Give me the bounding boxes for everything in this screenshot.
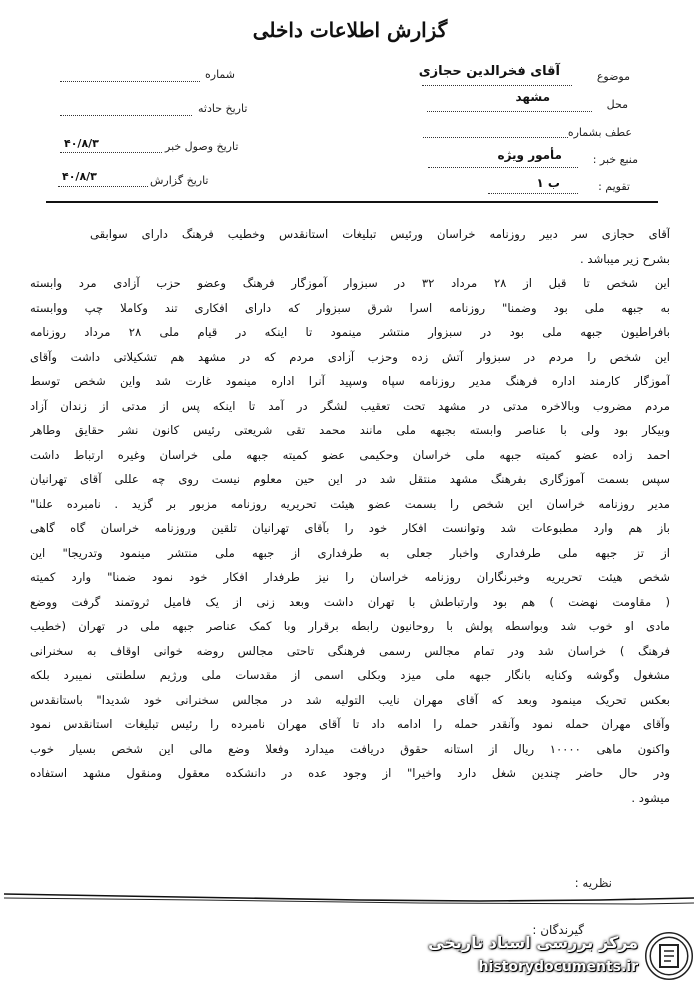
subject-value: آقای فخرالدین حجازی: [418, 64, 560, 79]
source-label: منبع خبر :: [592, 153, 638, 166]
body-line: مردم مضروب وبالاخره مدتی در مشهد تحت تعقیب لشگر در آمد تا اینکه پس از مدتی از زندان آزاد: [30, 398, 670, 413]
subject-label: موضوع: [596, 70, 630, 83]
place-dots: [427, 110, 592, 112]
source-dots: [428, 166, 578, 168]
body-line: این شخص تا قبل از ۲۸ مرداد ۳۲ در سبزوار آموزگار فرهنگ وعضو حزب آزادی مرد وابسته: [30, 276, 670, 290]
body-line: از تز جبهه ملی طرفداری واخبار جعلی به طرفداری از جبهه ملی منتشر مینمود وتدریجا" این: [30, 545, 670, 560]
body-line: ( مقاومت نهضت ) هم بود وارتباطش با تهران داشت وبعد زنی از یک فامیل ثروتمند گرفت ووضع: [30, 594, 670, 609]
body-line: باز هم وارد مطبوعات شد وتوانست افکار خود را بآقای تهرانیان تلقین وروزنامه خراسان گاه گاهی: [30, 521, 670, 535]
document-title: گزارش اطلاعات داخلی: [252, 18, 448, 42]
body-line: احمد زاده عضو کمیته جبهه ملی خراسان وحکیمی عضو کمیته جبهه ملی خراسان وغیره ارتباط داشت: [30, 447, 670, 462]
recipients-label: گیرندگان :: [532, 923, 584, 937]
opinion-label: نظریه :: [574, 876, 612, 890]
body-line: به جبهه ملی بود وضمنا" روزنامه اسرا شرق سبزوار که دارای افکاری تند وکاملا چپ ووابسته: [30, 300, 670, 315]
body-line: واکنون ماهی ۱۰۰۰۰ ریال از استانه حقوق دریافت میدارد وفعلا وضع مالی این شخص بسیار خوب: [30, 741, 670, 756]
body-line: بافراطیون جبهه ملی بود در سبزوار منتشر مینمود تا اینکه در قیام ملی ۲۸ مرداد روزنامه: [30, 325, 670, 339]
receipt-label: تاریخ وصول خبر: [165, 140, 239, 153]
body-line: این شخص را مردم در سبزوار آتش زده وحزب آزادی مردم که در مشهد هم تشکیلاتی داشت وآقای: [30, 349, 670, 364]
incident-date-label: تاریخ حادثه: [198, 102, 248, 115]
number-label: شماره: [205, 68, 236, 81]
body-line: آقای حجازی سر دبیر روزنامه خراسان ورئیس تبلیغات استانقدس وخطیب فرهنگ دارای سوابقی: [90, 227, 670, 241]
header-rule: [46, 201, 658, 203]
rating-label: تقویم :: [598, 180, 630, 193]
report-body: [30, 222, 670, 810]
report-label: تاریخ گزارش: [150, 174, 209, 187]
number-dots: [60, 80, 200, 82]
receipt-dots: [60, 151, 162, 153]
archive-watermark: [420, 925, 700, 990]
body-line: مشغول وگوشه وکنایه بانگار جبهه ملی میزد وبکلی اسمی از مقدسات ملی ورژیم سلطنتی نمیبرد بلکه: [30, 668, 670, 682]
body-line: شخص هیئت تحریریه وخبرنگاران روزنامه خراسان را نیز طرفدار افکار خود نمود ضمنا" وارد کمیته: [30, 570, 670, 584]
body-line: میشود .: [631, 790, 670, 805]
opinion-rule: [0, 888, 700, 918]
ref-dots: [423, 136, 568, 138]
body-line: بشرح زیر میباشد .: [580, 251, 670, 266]
rating-value: ب ۱: [536, 176, 560, 190]
body-line: آموزگار کارمند اداره فرهنگ مدیر روزنامه سپاه وسپید آنرا اداره مینمود غارت شد واین شخص توسط: [30, 374, 670, 388]
body-line: مادی او خوب شد وبواسطه پولش با روحانیون رابطه برقرار وبا کمک عناصر جبهه ملی در تهران (خطیب: [30, 619, 670, 633]
body-line: وآقای مهران حمله نمود وآنقدر حمله را ادامه داد تا آقای مهران نامبرده را رئیس تبلیغات استانقدس نمود: [30, 717, 670, 731]
body-line: وبیکار بود ولی با عناصر وابسته بجبهه ملی مانند محمد تقی شریعتی رئیس کانون نشر حقایق وطاهر: [30, 423, 670, 437]
report-dots: [58, 185, 148, 187]
archive-logo-icon: [644, 931, 694, 981]
subject-dots: [422, 84, 572, 86]
receipt-value: ۴۰/۸/۳: [64, 137, 99, 150]
place-value: مشهد: [515, 90, 550, 104]
report-value: ۴۰/۸/۳: [62, 170, 97, 183]
archive-url: historydocuments.ir: [478, 959, 638, 975]
source-value: مأمور ویژه: [497, 148, 562, 162]
archive-name: مرکز بررسی اسناد تاریخی: [428, 933, 638, 952]
body-line: فرهنگ ) خراسان شد ودر تمام مجالس رسمی فرهنگی تاحتی مجالس روضه خوانی اوقاف به سخنرانی: [30, 643, 670, 658]
incident-date-dots: [60, 114, 192, 116]
place-label: محل: [606, 98, 628, 111]
body-line: بعکس تحریک مینمود وبعد که آقای مهران نایب التولیه شد در مجالس سخنرانی خود شدیدا" باستانقدس: [30, 692, 670, 707]
ref-label: عطف بشماره: [567, 126, 632, 139]
rating-dots: [488, 192, 578, 194]
body-line: ودر حال حاضر چندین شغل دارد واخیرا" از وجود عده در دانشکده معقول ومنقول مشهد استفاده: [30, 766, 670, 780]
body-line: مدیر روزنامه خراسان این شخص را بسمت عضو هیئت تحریریه روزنامه مزبور بر گزید . نامبرده علنا": [30, 496, 670, 511]
body-line: سپس بسمت آموزگاری بفرهنگ مشهد منتقل شد در این حین معلوم نیست روی چه عللی آقای تهرانیان: [30, 472, 670, 486]
